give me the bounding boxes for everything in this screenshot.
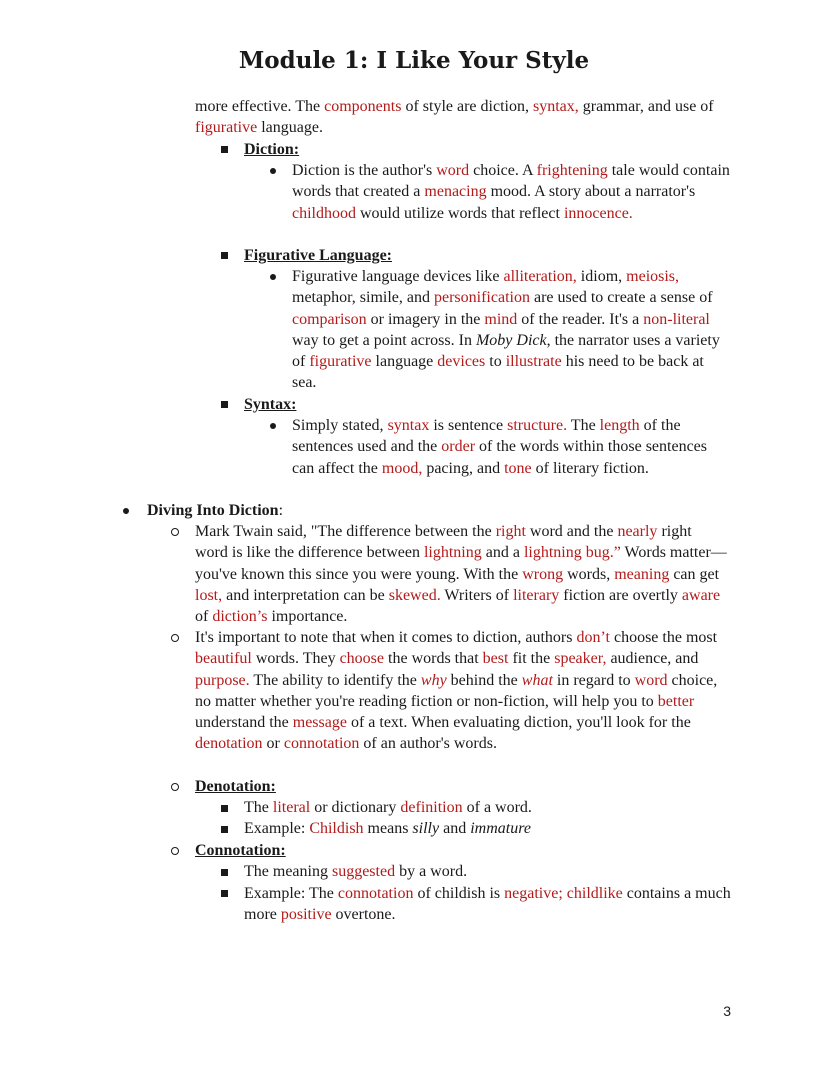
connotation-heading: Connotation: <box>195 842 286 859</box>
highlighted-term: meaning <box>614 565 670 583</box>
text-run: of style are diction, <box>401 98 533 115</box>
highlighted-term: purpose. <box>195 671 250 689</box>
highlighted-term: definition <box>400 799 463 816</box>
text-run: by a word. <box>395 863 468 880</box>
highlighted-term: lightning bug.” <box>523 544 621 562</box>
text-run: Figurative language devices like <box>292 268 504 285</box>
square-bullet-icon <box>221 826 228 833</box>
denotation-item <box>244 797 724 818</box>
page-title: Module 1: I Like Your Style <box>238 47 590 74</box>
page-number: 3 <box>723 1003 731 1019</box>
highlighted-term: connotation <box>337 885 414 902</box>
text-run: in regard to <box>552 671 635 689</box>
bullet-circle-icon <box>171 783 179 791</box>
denotation-item <box>244 818 724 839</box>
figurative-body <box>292 266 732 394</box>
text-run: immature <box>470 820 531 837</box>
text-run: and <box>439 820 471 837</box>
text-run: Moby Dick <box>475 331 547 349</box>
highlighted-term: frightening <box>536 162 608 179</box>
text-run: It's important to note that when it comes to diction, authors <box>195 629 577 646</box>
highlighted-term: comparison <box>292 310 367 328</box>
highlighted-term: lightning <box>423 544 482 562</box>
bullet-dot-icon <box>270 423 276 429</box>
text-run: The <box>244 799 273 816</box>
square-bullet-icon <box>221 252 228 259</box>
text-run: behind the <box>446 671 522 689</box>
highlighted-term: aware <box>681 586 721 604</box>
connotation-item <box>244 883 734 926</box>
bullet-dot-icon <box>270 274 276 280</box>
text-run: choice. A <box>469 162 537 179</box>
highlighted-term: wrong <box>522 565 564 583</box>
text-run: word and the <box>525 523 618 540</box>
text-run: right word is like the difference between <box>195 523 692 562</box>
highlighted-term: alliteration, <box>503 268 577 285</box>
bullet-dot-icon <box>123 508 129 514</box>
highlighted-term: what <box>521 671 553 689</box>
text-run: Mark Twain said, "The difference between the <box>195 523 496 540</box>
highlighted-term: right <box>495 523 526 540</box>
highlighted-term: better <box>657 692 695 710</box>
highlighted-term: suggested <box>331 863 396 880</box>
text-run: the words that <box>384 650 483 668</box>
text-run: his need to be back at sea. <box>292 353 704 392</box>
diving-paragraph-2 <box>195 627 729 755</box>
text-run: mood. A story about a narrator's <box>486 183 696 201</box>
highlighted-term: order <box>441 438 476 456</box>
highlighted-term: diction’s <box>212 608 268 626</box>
text-run: would utilize words that reflect <box>356 204 564 222</box>
highlighted-term: illustrate <box>505 353 562 371</box>
highlighted-term: best <box>482 650 509 668</box>
text-run: can get <box>669 565 720 583</box>
highlighted-term: meiosis, <box>626 268 680 285</box>
highlighted-term: tone <box>504 459 532 477</box>
highlighted-term: message <box>292 714 347 732</box>
square-bullet-icon <box>221 401 228 408</box>
text-run: : <box>278 502 284 519</box>
text-run: grammar, and use of <box>578 98 714 115</box>
highlighted-term: choose <box>339 650 385 668</box>
highlighted-term: syntax <box>387 417 430 434</box>
highlighted-term: literary <box>513 586 560 604</box>
bullet-circle-icon <box>171 847 179 855</box>
highlighted-term: components <box>324 98 402 115</box>
text-run: Diving Into Diction <box>147 502 279 519</box>
figurative-heading: Figurative Language: <box>244 247 392 264</box>
highlighted-term: word <box>634 671 668 689</box>
text-run: choice, no matter whether you're reading fiction or non-fiction, will help you to <box>195 671 718 710</box>
highlighted-term: childhood <box>292 204 356 222</box>
highlighted-term: positive <box>280 906 332 924</box>
bullet-circle-icon <box>171 634 179 642</box>
text-run: of the reader. It's a <box>517 310 644 328</box>
text-run: language. <box>257 119 323 137</box>
text-run: Simply stated, <box>292 417 388 434</box>
text-run: idiom, <box>576 268 627 285</box>
text-run: more effective. The <box>195 98 325 115</box>
text-run: of the sentences used and the <box>292 417 681 456</box>
highlighted-term: lost, <box>195 586 223 604</box>
text-run: means <box>363 820 413 837</box>
connotation-item <box>244 861 734 882</box>
text-run: is sentence <box>429 417 508 434</box>
text-run: to <box>485 353 506 371</box>
text-run: words, <box>563 565 615 583</box>
text-run: of <box>195 608 213 626</box>
text-run: of childish is <box>413 885 505 902</box>
text-run: audience, and <box>606 650 699 668</box>
text-run: of an author's words. <box>359 735 497 753</box>
text-run: understand the <box>195 714 293 732</box>
highlighted-term: non-literal <box>643 310 710 328</box>
highlighted-term: mind <box>484 310 518 328</box>
square-bullet-icon <box>221 805 228 812</box>
text-run: of literary fiction. <box>531 459 649 477</box>
highlighted-term: connotation <box>283 735 360 753</box>
highlighted-term: devices <box>437 353 486 371</box>
text-run: Diction is the author's <box>292 162 437 179</box>
text-run: Writers of <box>440 586 514 604</box>
highlighted-term: mood, <box>381 459 423 477</box>
text-run: importance. <box>267 608 348 626</box>
highlighted-term: beautiful <box>195 650 252 668</box>
text-run: and a <box>481 544 524 562</box>
text-run: choose the most <box>609 629 718 646</box>
text-run: language <box>371 353 438 371</box>
text-run: or <box>262 735 284 753</box>
diving-heading <box>147 500 283 521</box>
text-run: words. They <box>251 650 340 668</box>
highlighted-term: nearly <box>617 523 658 540</box>
intro-paragraph <box>195 96 735 139</box>
denotation-heading: Denotation: <box>195 778 276 795</box>
highlighted-term: literal <box>272 799 311 816</box>
bullet-circle-icon <box>171 528 179 536</box>
text-run: pacing, and <box>422 459 505 477</box>
diction-body <box>292 160 737 224</box>
text-run: of a text. When evaluating diction, you'll look for the <box>346 714 691 732</box>
text-run: fit the <box>508 650 555 668</box>
square-bullet-icon <box>221 146 228 153</box>
square-bullet-icon <box>221 869 228 876</box>
text-run: are used to create a sense of <box>529 289 713 307</box>
highlighted-term: negative; childlike <box>504 885 623 902</box>
text-run: tale would contain words that created a <box>292 162 730 201</box>
highlighted-term: word <box>436 162 470 179</box>
text-run: of a word. <box>462 799 532 816</box>
diction-heading: Diction: <box>244 141 300 158</box>
highlighted-term: don’t <box>576 629 610 646</box>
text-run: metaphor, simile, and <box>292 289 434 307</box>
text-run: , the narrator uses a variety of <box>292 331 720 371</box>
text-run: silly <box>412 820 440 837</box>
text-run: Example: <box>244 820 310 837</box>
syntax-heading: Syntax: <box>244 396 297 413</box>
text-run: overtone. <box>331 906 396 924</box>
text-run: The <box>567 417 600 434</box>
highlighted-term: structure. <box>507 417 568 434</box>
diving-paragraph-1 <box>195 521 727 627</box>
text-run: The ability to identify the <box>249 671 421 689</box>
text-run: fiction are overtly <box>559 586 682 604</box>
syntax-body <box>292 415 732 479</box>
text-run: contains a much more <box>244 885 731 924</box>
highlighted-term: figurative <box>195 119 258 137</box>
highlighted-term: syntax, <box>532 98 579 115</box>
bullet-dot-icon <box>270 168 276 174</box>
highlighted-term: menacing <box>424 183 487 201</box>
highlighted-term: speaker, <box>554 650 607 668</box>
text-run: The meaning <box>244 863 332 880</box>
highlighted-term: figurative <box>309 353 372 371</box>
text-run: or imagery in the <box>366 310 485 328</box>
square-bullet-icon <box>221 890 228 897</box>
text-run: of the words within those sentences can affect the <box>292 438 707 477</box>
highlighted-term: length <box>599 417 640 434</box>
text-run: and interpretation can be <box>222 586 389 604</box>
text-run: or dictionary <box>310 799 401 816</box>
highlighted-term: skewed. <box>388 586 441 604</box>
highlighted-term: denotation <box>195 735 263 753</box>
highlighted-term: Childish <box>309 820 364 837</box>
text-run: Example: The <box>244 885 338 902</box>
highlighted-term: personification <box>434 289 530 307</box>
highlighted-term: why <box>420 671 447 689</box>
text-run: Words matter—you've known this since you were young. With the <box>195 544 727 583</box>
text-run: way to get a point across. In <box>292 331 476 349</box>
highlighted-term: innocence. <box>563 204 633 222</box>
